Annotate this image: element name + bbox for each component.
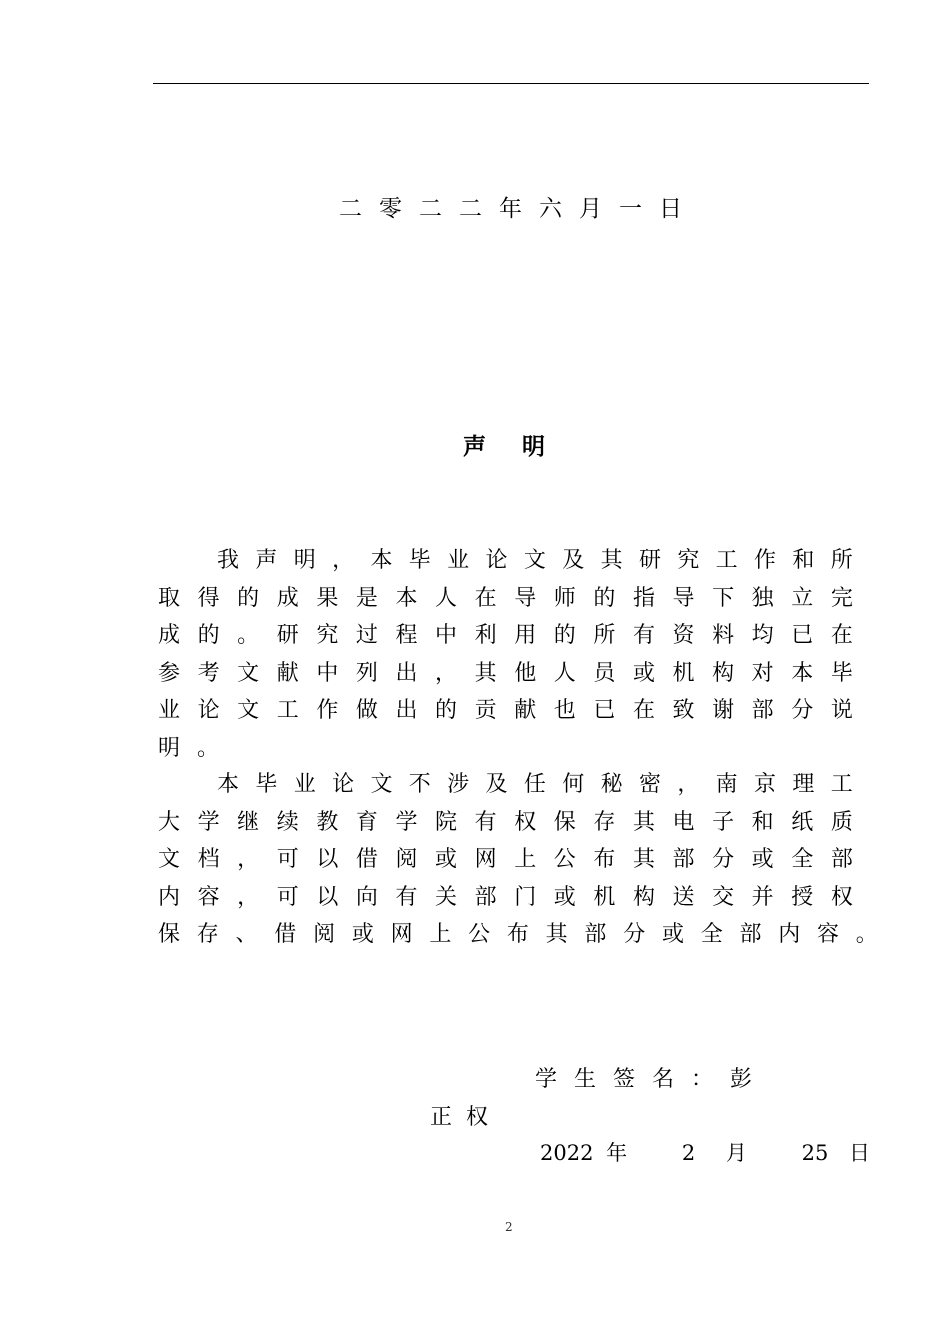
cover-date: 二零二二年六月一日	[339, 196, 699, 222]
paragraph-line: 本 毕 业 论 文 不 涉 及 任 何 秘 密 ， 南 京 理 工	[217, 772, 853, 797]
date-day: 25	[801, 1141, 829, 1165]
paragraph-line: 文 档 ， 可 以 借 阅 或 网 上 公 布 其 部 分 或 全 部	[158, 847, 853, 872]
paragraph-line: 内 容 ， 可 以 向 有 关 部 门 或 机 构 送 交 并 授 权	[158, 884, 853, 910]
signature-name-continued: 正权	[430, 1105, 503, 1130]
declaration-title: 声明	[463, 433, 581, 460]
paragraph-line: 业 论 文 工 作 做 出 的 贡 献 也 已 在 致 谢 部 分 说	[158, 698, 853, 723]
date-year: 2022	[540, 1141, 594, 1165]
paragraph-line: 大 学 继 续 教 育 学 院 有 权 保 存 其 电 子 和 纸 质	[158, 809, 853, 835]
date-day-unit: 日	[849, 1141, 870, 1165]
paragraph-line: 我 声 明 ， 本 毕 业 论 文 及 其 研 究 工 作 和 所	[217, 548, 853, 573]
date-month: 2	[681, 1141, 696, 1165]
date-month-unit: 月	[725, 1141, 747, 1165]
paragraph-line: 参 考 文 献 中 列 出 ， 其 他 人 员 或 机 构 对 本 毕	[158, 660, 853, 686]
date-year-unit: 年	[606, 1141, 628, 1165]
page-number: 2	[505, 1220, 513, 1234]
paragraph-line: 保 存 、 借 阅 或 网 上 公 布 其 部 分 或 全 部 内 容 。	[158, 922, 878, 947]
paragraph-line: 成 的 。 研 究 过 程 中 利 用 的 所 有 资 料 均 已 在	[158, 623, 853, 648]
paragraph-line: 取 得 的 成 果 是 本 人 在 导 师 的 指 导 下 独 立 完	[158, 585, 853, 611]
signature-date	[540, 1140, 870, 1166]
paragraph-line: 明 。	[158, 735, 220, 761]
header-rule	[153, 83, 869, 84]
signature-label: 学生签名：彭	[535, 1067, 770, 1092]
